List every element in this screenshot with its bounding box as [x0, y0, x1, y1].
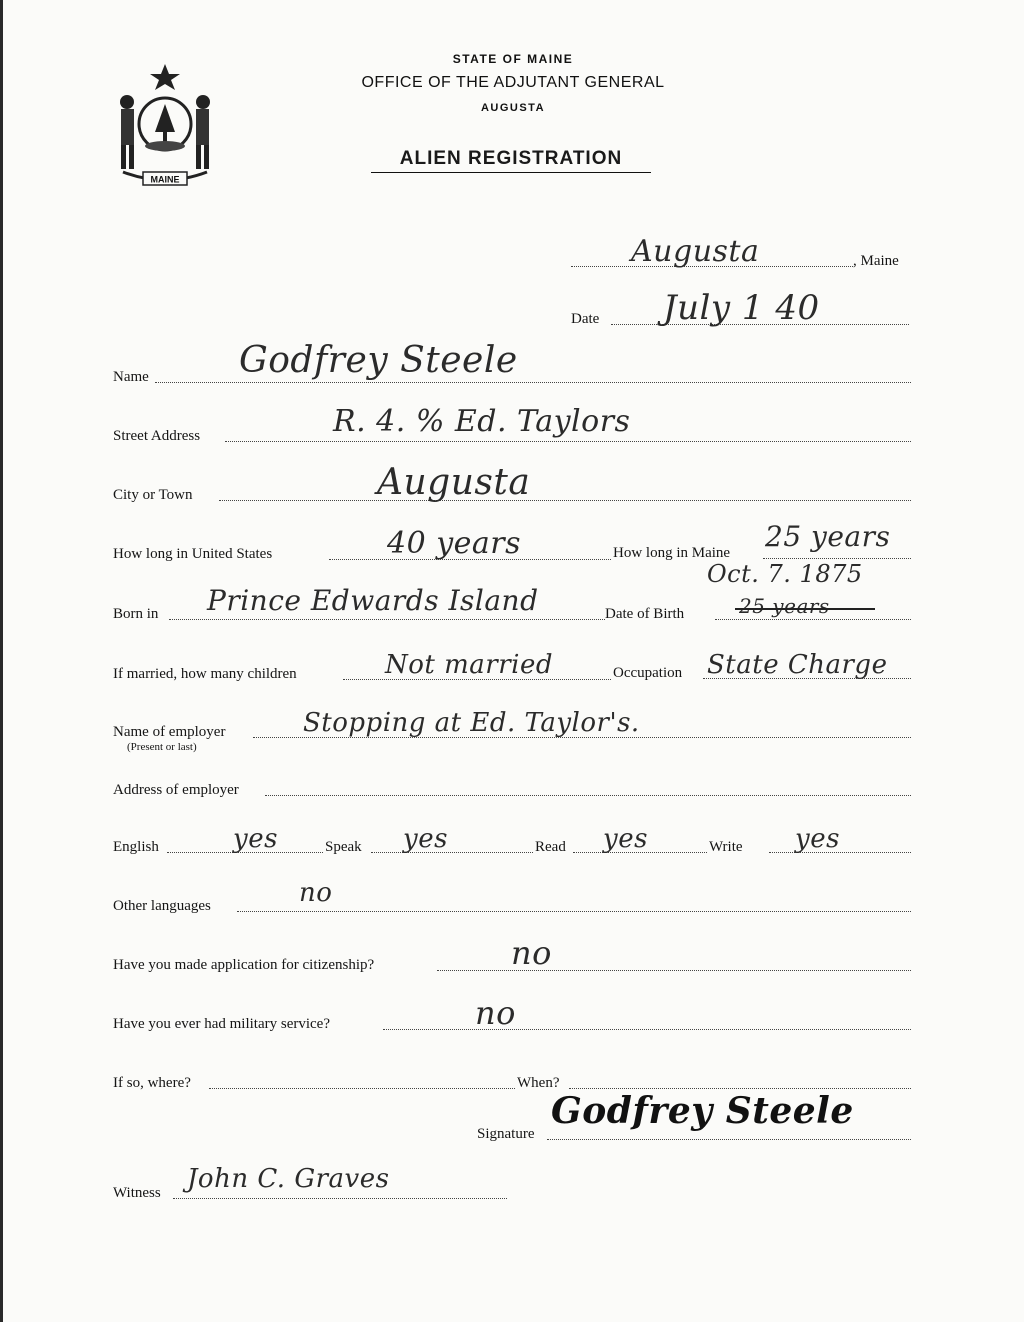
citizenship-entry[interactable]: no [511, 934, 552, 972]
born-in-label: Born in [113, 606, 159, 622]
how-long-maine-entry[interactable]: 25 years [765, 520, 891, 553]
date-of-birth-crossed: 25 years [739, 594, 830, 618]
city-heading: AUGUSTA [480, 102, 546, 114]
read-entry[interactable]: yes [603, 824, 648, 854]
witness-entry[interactable]: John C. Graves [187, 1164, 390, 1194]
other-languages-entry[interactable]: no [299, 878, 333, 908]
street-line [225, 441, 911, 442]
form-title: ALIEN REGISTRATION [371, 148, 651, 173]
date-label: Date [571, 311, 600, 327]
city-label: City or Town [113, 487, 193, 503]
how-long-us-label: How long in United States [113, 546, 273, 562]
children-entry[interactable]: Not married [385, 650, 553, 680]
employer-entry[interactable]: Stopping at Ed. Taylor's. [303, 708, 640, 738]
military-entry[interactable]: no [475, 994, 516, 1032]
military-label: Have you ever had military service? [113, 1016, 330, 1032]
how-long-us-entry[interactable]: 40 years [387, 526, 522, 561]
speak-line [371, 852, 533, 853]
strikethrough-line [735, 608, 875, 610]
military-line [383, 1029, 911, 1030]
where-line [209, 1088, 515, 1089]
date-of-birth-entry[interactable]: Oct. 7. 1875 [707, 560, 863, 588]
other-languages-line [237, 911, 911, 912]
date-of-birth-label: Date of Birth [605, 606, 685, 622]
english-label: English [113, 839, 159, 855]
children-label: If married, how many children [113, 666, 297, 682]
name-line [155, 382, 911, 383]
write-line [769, 852, 911, 853]
maine-label: , Maine [853, 253, 899, 269]
name-label: Name [113, 369, 149, 385]
place-entry[interactable]: Augusta [631, 234, 760, 269]
employer-address-line [265, 795, 911, 796]
read-label: Read [535, 839, 566, 855]
born-in-line [169, 619, 605, 620]
date-entry[interactable]: July 1 40 [663, 288, 820, 328]
when-line [569, 1088, 911, 1089]
employer-sublabel: (Present or last) [127, 741, 197, 753]
how-long-maine-line [763, 558, 911, 559]
how-long-maine-label: How long in Maine [613, 545, 731, 561]
other-languages-label: Other languages [113, 898, 211, 914]
born-in-entry[interactable]: Prince Edwards Island [207, 584, 539, 617]
where-label: If so, where? [113, 1075, 191, 1091]
signature-label: Signature [477, 1126, 535, 1142]
office-heading: OFFICE OF THE ADJUTANT GENERAL [361, 74, 665, 91]
date-of-birth-line [715, 619, 911, 620]
witness-label: Witness [113, 1185, 161, 1201]
signature-line [547, 1139, 911, 1140]
city-entry[interactable]: Augusta [377, 462, 531, 503]
witness-line [173, 1198, 507, 1199]
write-entry[interactable]: yes [795, 824, 840, 854]
employer-address-label: Address of employer [113, 782, 239, 798]
occupation-entry[interactable]: State Charge [707, 650, 888, 680]
english-entry[interactable]: yes [233, 824, 278, 854]
speak-entry[interactable]: yes [403, 824, 448, 854]
state-heading: STATE OF MAINE [452, 52, 574, 66]
when-label: When? [517, 1075, 560, 1091]
seal-text: MAINE [150, 174, 180, 185]
name-entry[interactable]: Godfrey Steele [239, 340, 518, 381]
occupation-label: Occupation [613, 665, 683, 681]
maine-seal-icon [109, 62, 221, 192]
signature-entry[interactable]: Godfrey Steele [551, 1090, 854, 1132]
city-line [219, 500, 911, 501]
speak-label: Speak [325, 839, 362, 855]
citizenship-label: Have you made application for citizenship? [113, 957, 375, 973]
employer-label: Name of employer [113, 724, 226, 740]
write-label: Write [709, 839, 743, 855]
street-label: Street Address [113, 428, 201, 444]
street-entry[interactable]: R. 4. % Ed. Taylors [333, 404, 631, 439]
citizenship-line [437, 970, 911, 971]
